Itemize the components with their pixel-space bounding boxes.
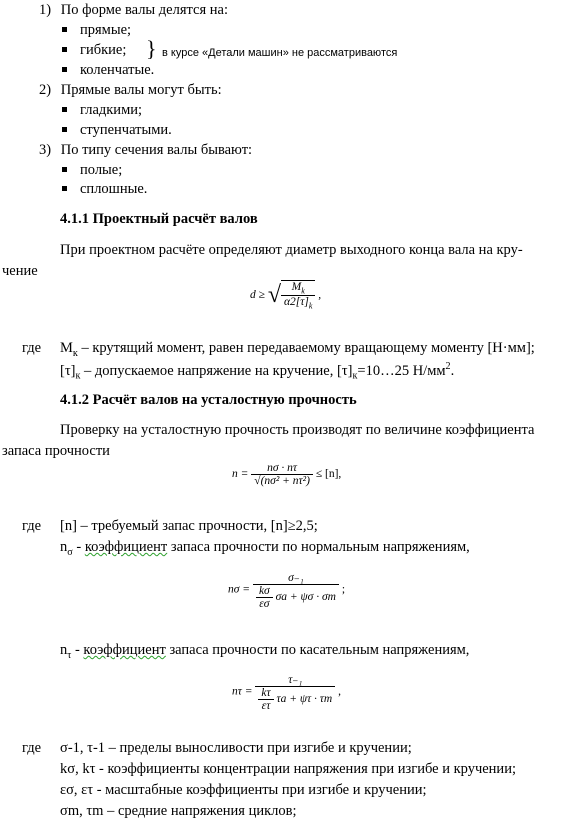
paragraph-line: чение <box>2 263 38 279</box>
where-label: где <box>22 340 42 356</box>
list-1-intro <box>39 2 228 19</box>
list-intro-text: По форме валы делятся на: <box>60 2 228 18</box>
formula-tail: , <box>318 288 322 301</box>
formula-lhs: n = <box>232 468 249 481</box>
definition-line: $n_\sigma$ - коэффициент запаса прочности по нормальным напряжениям, <box>60 539 470 558</box>
bullet-icon <box>62 27 67 32</box>
definition-line: kσ, kτ - коэффициенты концентрации напряжения при изгибе и кручении; <box>60 761 516 777</box>
list-item-text: коленчатые. <box>80 62 155 78</box>
bullet-icon <box>62 47 67 52</box>
bullet-icon <box>62 127 67 132</box>
list-item-text: прямые; <box>80 22 132 38</box>
formula-inner-den: ετ <box>261 700 271 712</box>
definition-text: запаса прочности по нормальным напряжениям, <box>167 539 470 555</box>
formula-den-rest: τa + ψτ · τm <box>276 693 333 706</box>
definition-symbol: M <box>60 340 73 356</box>
list-item <box>62 42 126 59</box>
definition-text: – крутящий момент, равен передаваемому вращающему моменту [Н·мм]; <box>77 340 535 356</box>
bullet-icon <box>62 186 67 191</box>
definition-line: σm, τm – средние напряжения циклов; <box>60 803 297 819</box>
definition-symbol: n <box>60 642 68 658</box>
bullet-icon <box>62 107 67 112</box>
definition-symbol: n <box>60 539 68 555</box>
list-number: 3) <box>39 142 52 158</box>
formula-lhs: nτ = <box>232 685 253 698</box>
definition-sub: к <box>72 347 78 359</box>
list-intro-text: Прямые валы могут быть: <box>60 82 222 98</box>
formula-tail: , <box>338 685 341 698</box>
list-item <box>62 62 154 79</box>
definition-word: коэффициент <box>83 642 166 658</box>
formula-nsigma <box>228 570 345 610</box>
definition-sub: к <box>75 370 81 382</box>
definition-line <box>60 340 535 359</box>
definition-text: . <box>450 362 455 379</box>
list-item-text: полые; <box>80 162 123 178</box>
definition-text: запаса прочности по касательным напряжениям, <box>165 642 470 658</box>
definition-word: коэффициент <box>84 539 168 555</box>
formula-den: α2[τ] <box>283 296 309 309</box>
list-item-text: гладкими; <box>80 102 143 118</box>
formula-inner-num: kσ <box>256 585 273 598</box>
formula-den-sub: k <box>308 301 313 311</box>
definition-line: [n] – требуемый запас прочности, [n]≥2,5; <box>60 518 318 534</box>
formula-num: σ₋₁ <box>253 570 339 585</box>
bullet-icon <box>62 67 67 72</box>
list-number: 1) <box>39 2 52 18</box>
paragraph-line: запаса прочности <box>2 443 110 459</box>
list-3-intro <box>39 142 252 159</box>
paragraph-line: Проверку на усталостную прочность производят по величине коэффициента <box>60 422 535 438</box>
list-2-intro <box>39 82 222 99</box>
where-label: где <box>22 740 42 756</box>
formula-num-sub: k <box>301 286 305 296</box>
section-heading: 4.1.1 Проектный расчёт валов <box>60 211 258 227</box>
paragraph-line: При проектном расчёте определяют диаметр выходного конца вала на кру- <box>60 242 523 258</box>
section-heading: 4.1.2 Расчёт валов на усталостную прочность <box>60 392 357 408</box>
list-item-text: сплошные. <box>80 181 148 197</box>
list-intro-text: По типу сечения валы бывают: <box>60 142 253 158</box>
list-item <box>62 102 142 119</box>
formula-lhs: nσ = <box>228 583 251 596</box>
brace-note: в курсе «Детали машин» не рассматриваются <box>162 47 398 59</box>
formula-num: nσ · nτ <box>251 462 313 475</box>
formula-diameter <box>250 280 321 311</box>
list-item <box>62 22 131 39</box>
definition-sub: σ <box>67 546 73 558</box>
formula-num: τ₋₁ <box>255 672 335 687</box>
formula-den-rest: σa + ψσ · σm <box>275 591 336 604</box>
formula-inner-num: kτ <box>258 687 273 700</box>
definition-line: σ-1, τ-1 – пределы выносливости при изгибе и кручении; <box>60 740 412 756</box>
definition-symbol: [τ] <box>60 362 76 379</box>
formula-fraction <box>255 672 335 712</box>
list-item <box>62 162 122 179</box>
list-number: 2) <box>39 82 52 98</box>
radical-icon: √ <box>267 282 281 309</box>
formula-tail: ; <box>341 583 346 596</box>
list-item <box>62 122 172 139</box>
definition-text: =10…25 Н/мм <box>357 362 446 379</box>
definition-text: – допускаемое напряжение на кручение, [τ] <box>80 362 353 379</box>
definition-sub: τ <box>67 649 72 661</box>
bullet-icon <box>62 167 67 172</box>
formula-inner-den: εσ <box>259 598 270 610</box>
formula-num: M <box>291 281 302 293</box>
list-item-text: ступенчатыми. <box>80 122 172 138</box>
definition-line <box>60 361 454 382</box>
formula-fraction <box>281 280 315 311</box>
definition-line: εσ, ετ - масштабные коэффициенты при изгибе и кручении; <box>60 782 427 798</box>
definition-line: $n_\tau$ - коэффициент запаса прочности по касательным напряжениям, <box>60 642 470 661</box>
definition-sup: 2 <box>445 361 451 372</box>
formula-ntau <box>232 672 341 712</box>
right-brace-icon: } <box>146 36 157 61</box>
where-label: где <box>22 518 42 534</box>
formula-den: √(nσ² + nτ²) <box>254 475 310 487</box>
formula-tail: ≤ [n], <box>315 468 342 481</box>
list-item-text: гибкие; <box>80 42 127 58</box>
list-item <box>62 181 147 198</box>
formula-fraction <box>253 570 339 610</box>
formula-lhs: d ≥ <box>250 288 265 301</box>
definition-sub: к <box>352 370 358 382</box>
formula-fraction <box>251 462 313 487</box>
formula-n <box>232 462 341 487</box>
